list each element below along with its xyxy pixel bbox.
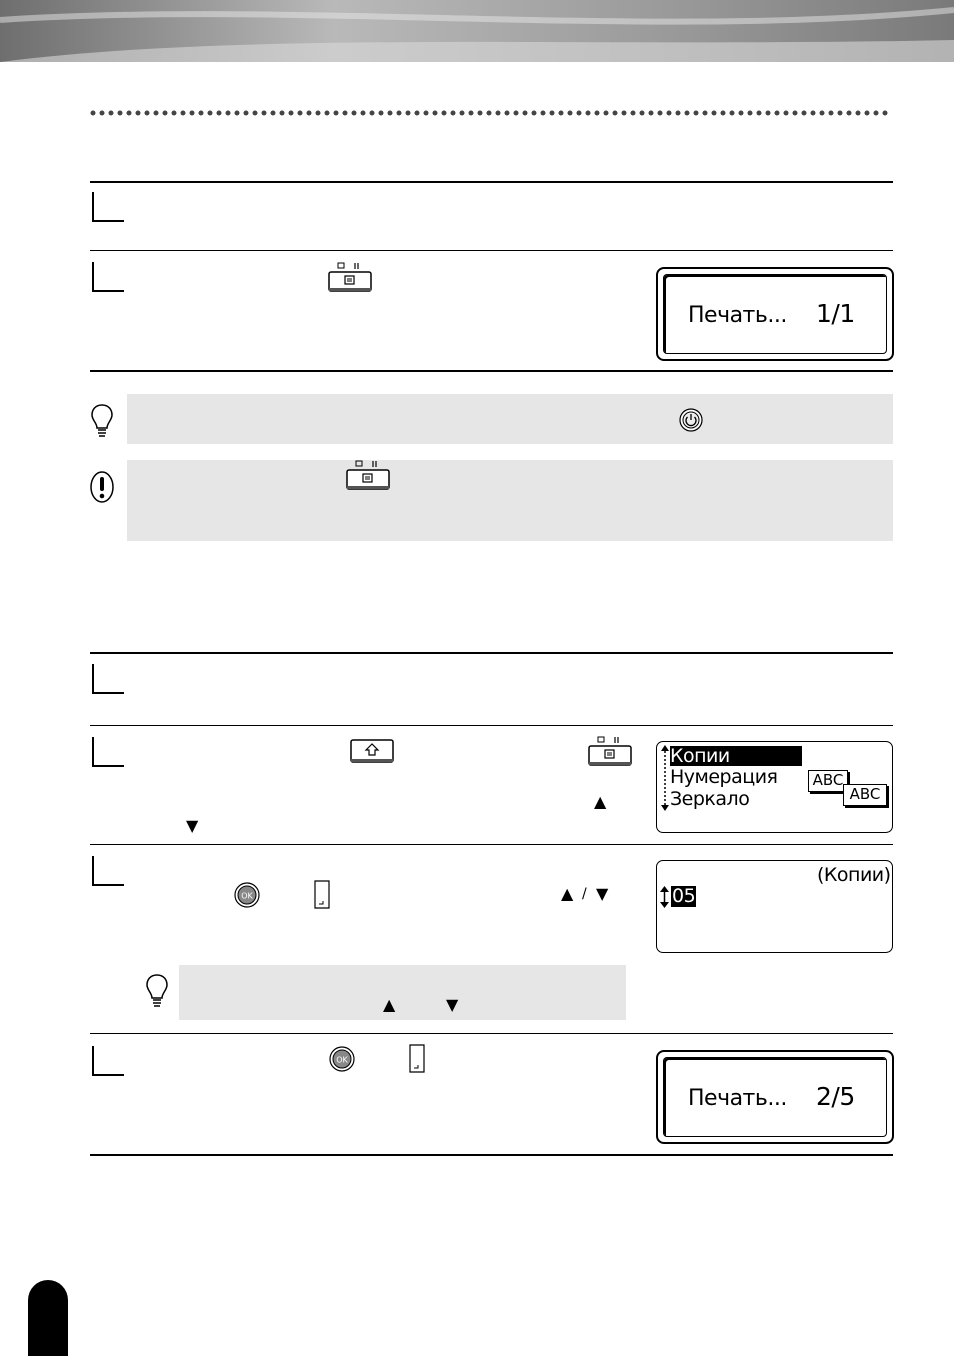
lightbulb-icon [145, 973, 169, 1009]
step-marker [92, 1046, 124, 1076]
lcd-print-screen [656, 1050, 894, 1144]
step-divider [90, 250, 893, 251]
step-marker [92, 856, 124, 886]
preview-label: ABC [808, 770, 848, 792]
copies-value: 05 [672, 885, 696, 907]
svg-text:OK: OK [241, 891, 253, 901]
lcd-print-count: 1/1 [816, 299, 855, 328]
up-arrow-icon: ▲ [383, 995, 396, 1014]
down-arrow-icon: ▼ [596, 884, 609, 903]
copies-title: (Копии) [817, 864, 891, 886]
menu-item-mirror: Зеркало [670, 788, 750, 810]
header-band [0, 0, 954, 62]
enter-key-icon [408, 1044, 426, 1074]
lcd-print-count: 2/5 [816, 1082, 855, 1111]
print-key-icon [328, 262, 372, 292]
step-marker [92, 664, 124, 694]
hint-note [179, 965, 626, 1020]
exclamation-icon [89, 470, 115, 506]
section-rule [90, 1154, 893, 1156]
step-divider [90, 844, 893, 845]
scroll-indicator-icon [660, 745, 670, 811]
step-marker [92, 192, 124, 222]
lightbulb-icon [90, 403, 114, 439]
dotted-rule [90, 110, 894, 116]
step-divider [90, 1033, 893, 1034]
lcd-print-screen [656, 267, 894, 361]
preview-label-mirrored: ABC [843, 784, 887, 806]
hint-note [127, 394, 893, 444]
ok-key-icon [329, 1046, 355, 1072]
warning-note [127, 460, 893, 541]
down-arrow-icon: ▼ [186, 816, 199, 835]
step-marker [92, 262, 124, 292]
section-rule [90, 181, 893, 183]
print-key-icon [588, 736, 632, 766]
page-side-tab [28, 1280, 68, 1356]
down-arrow-icon: ▼ [446, 995, 459, 1014]
up-down-indicator-icon [660, 886, 669, 908]
up-arrow-icon: ▲ [594, 792, 607, 811]
print-key-icon [346, 460, 390, 490]
menu-item-numbering: Нумерация [670, 766, 778, 788]
lcd-print-label: Печать... [688, 303, 787, 328]
up-arrow-icon: ▲ [561, 884, 574, 903]
enter-key-icon [313, 880, 331, 910]
shift-key-icon [350, 738, 394, 764]
power-key-icon [679, 408, 703, 432]
step-divider [90, 725, 893, 726]
section-rule [90, 370, 893, 372]
step-marker [92, 737, 124, 767]
svg-text:OK: OK [336, 1055, 348, 1065]
section-rule [90, 652, 893, 654]
lcd-print-label: Печать... [688, 1086, 787, 1111]
separator-text: / [582, 886, 587, 902]
menu-item-copies: Копии [670, 746, 802, 766]
ok-key-icon [234, 882, 260, 908]
lcd-copies-screen [656, 860, 893, 953]
lcd-menu-screen [656, 741, 893, 833]
